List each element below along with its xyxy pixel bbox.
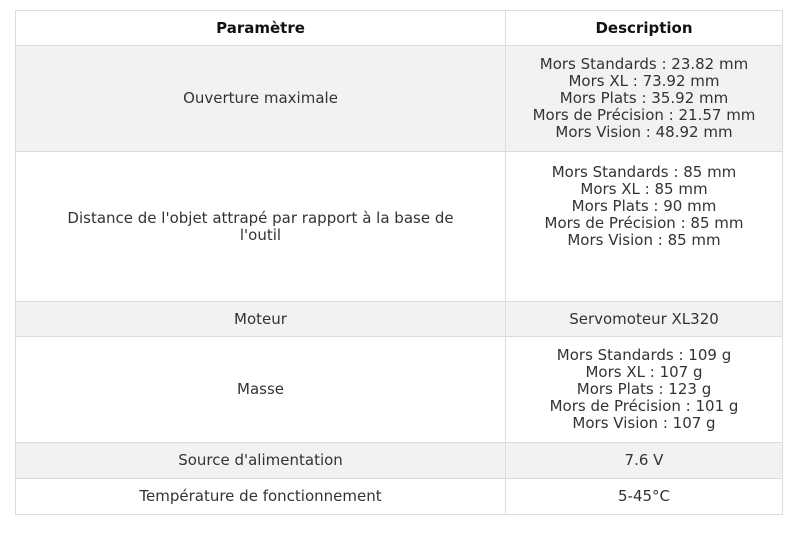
table-row-motor bbox=[16, 302, 783, 337]
parameter-cell: Masse bbox=[16, 337, 506, 443]
description-line: Servomoteur XL320 bbox=[569, 309, 719, 328]
table-row-max-opening bbox=[16, 46, 783, 152]
header-parameter: Paramètre bbox=[16, 11, 506, 46]
parameter-cell: Ouverture maximale bbox=[16, 46, 506, 152]
description-cell bbox=[506, 479, 783, 515]
table-row-mass bbox=[16, 337, 783, 443]
description-cell bbox=[506, 337, 783, 443]
specifications-table bbox=[15, 10, 783, 515]
table-row-power-source bbox=[16, 443, 783, 479]
description-line: Mors XL : 85 mm bbox=[580, 180, 708, 198]
description-cell bbox=[506, 46, 783, 152]
table-row-grip-distance bbox=[16, 152, 783, 302]
header-description: Description bbox=[506, 11, 783, 46]
description-line: Mors Standards : 23.82 mm bbox=[539, 55, 749, 73]
table-row-operating-temperature bbox=[16, 479, 783, 515]
table-header-row bbox=[16, 11, 783, 46]
parameter-cell: Température de fonctionnement bbox=[16, 479, 506, 515]
description-line: Mors XL : 107 g bbox=[585, 363, 703, 381]
description-line: 5-45°C bbox=[617, 487, 671, 505]
description-line: Mors Plats : 35.92 mm bbox=[559, 89, 729, 107]
description-cell bbox=[506, 152, 783, 302]
parameter-cell: Distance de l'objet attrapé par rapport à la base de l'outil bbox=[16, 152, 506, 302]
description-cell bbox=[506, 443, 783, 479]
description-line: Mors de Précision : 85 mm bbox=[544, 214, 744, 232]
description-line: Mors Vision : 48.92 mm bbox=[555, 123, 733, 141]
description-cell bbox=[506, 302, 783, 337]
description-line: Mors Standards : 85 mm bbox=[551, 163, 737, 181]
description-line: Mors Standards : 109 g bbox=[556, 346, 732, 364]
description-line: Mors XL : 73.92 mm bbox=[568, 72, 720, 90]
description-line: Mors Plats : 123 g bbox=[576, 380, 712, 398]
description-line: Mors Vision : 107 g bbox=[572, 414, 716, 432]
description-line: Mors Vision : 85 mm bbox=[567, 231, 721, 249]
description-line: Mors de Précision : 101 g bbox=[549, 397, 739, 415]
description-line: Mors de Précision : 21.57 mm bbox=[532, 106, 756, 124]
parameter-cell: Source d'alimentation bbox=[16, 443, 506, 479]
description-line: 7.6 V bbox=[624, 451, 664, 469]
parameter-cell: Moteur bbox=[16, 302, 506, 337]
description-line: Mors Plats : 90 mm bbox=[571, 197, 717, 215]
